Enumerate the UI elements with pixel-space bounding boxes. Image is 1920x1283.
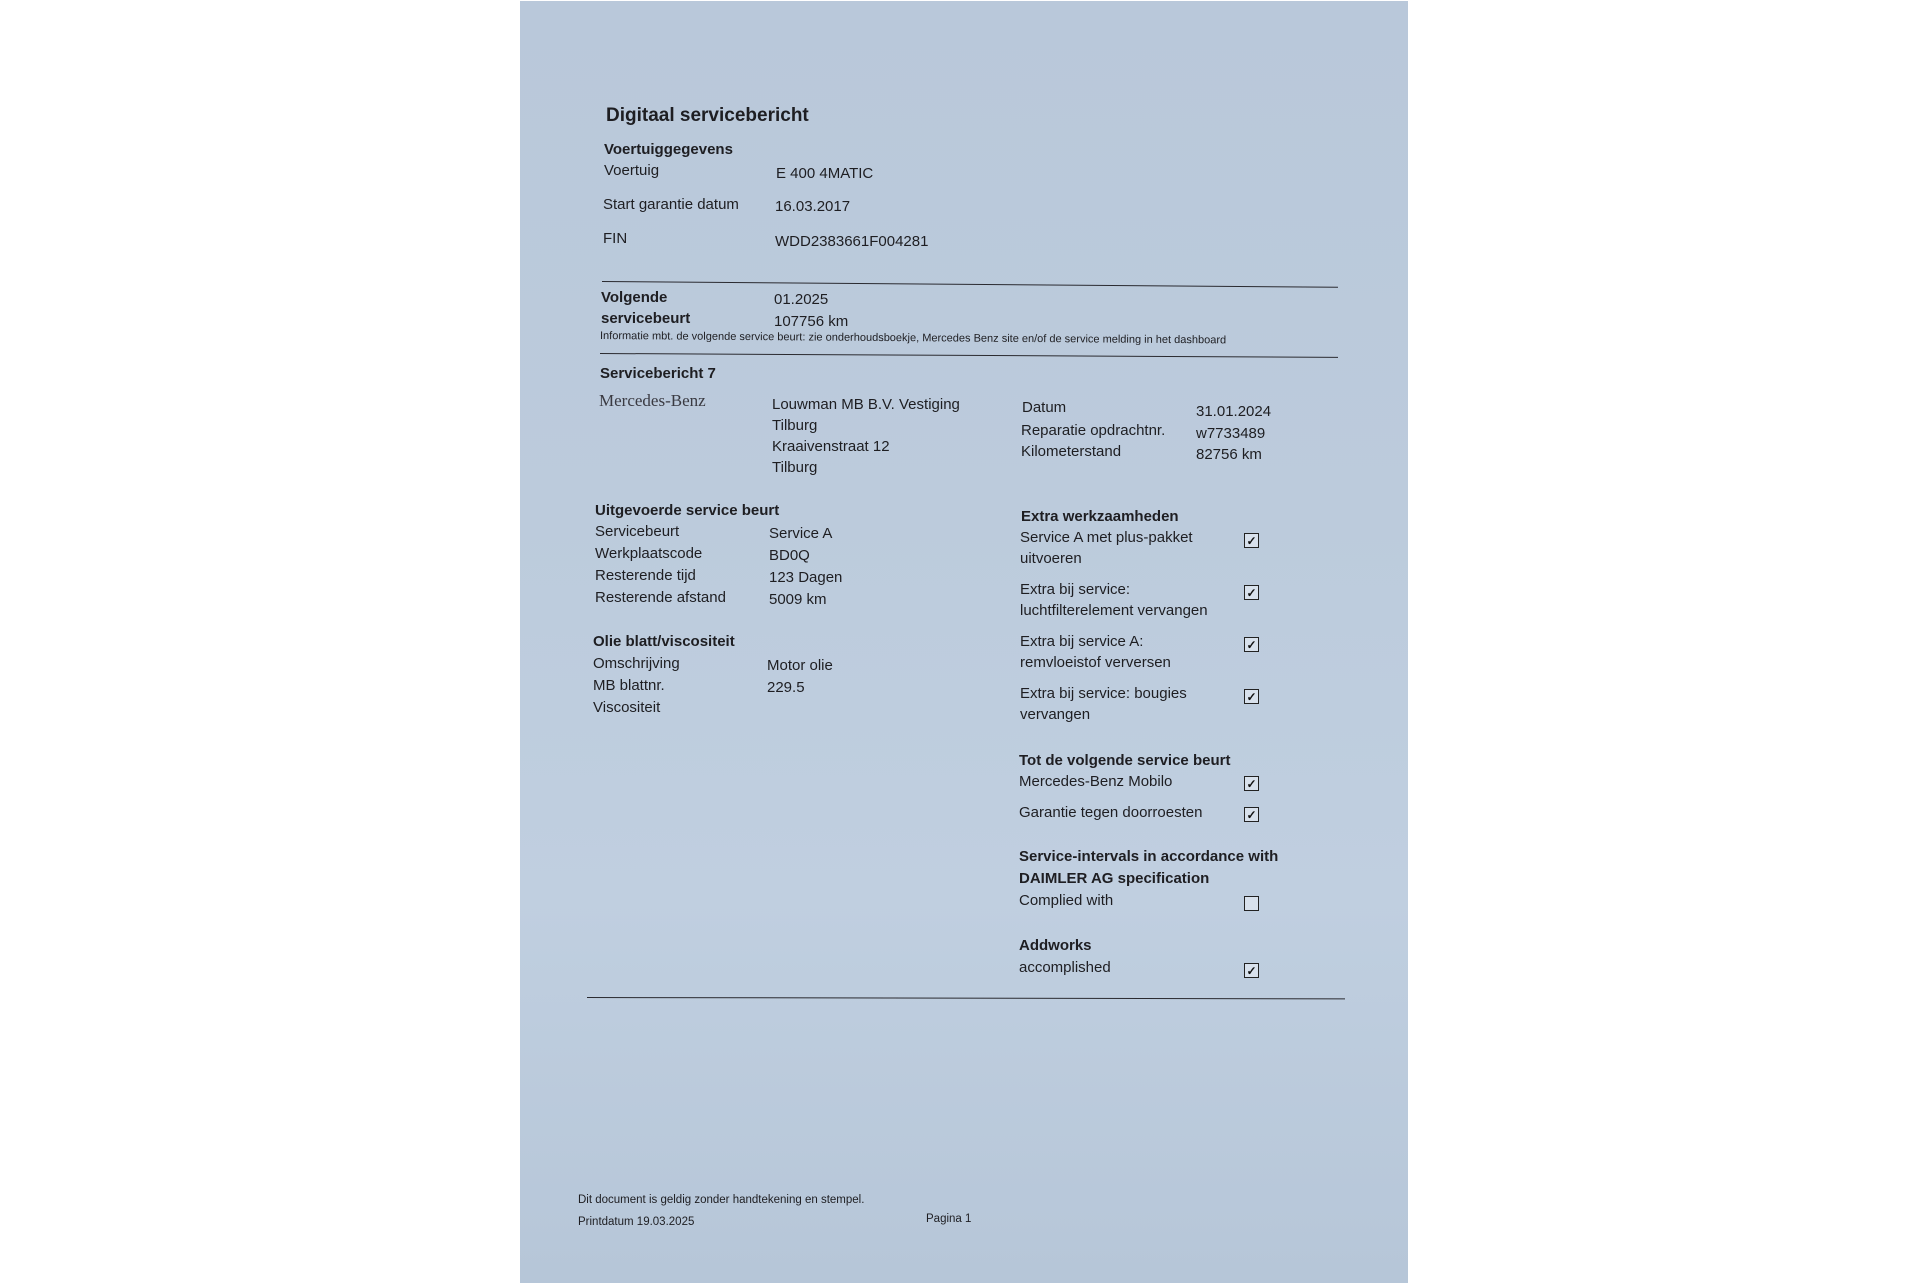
dealer-line: Louwman MB B.V. Vestiging (772, 396, 960, 413)
extra-work-item: Extra bij service: (1020, 581, 1131, 598)
next-service-note: Informatie mbt. de volgende service beurt: zie onderhoudsboekje, Mercedes Benz site en/of de service melding in het dashboard (599, 330, 1227, 347)
next-service-km: 107756 km (774, 313, 849, 330)
extra-work-item: Extra bij service A: (1020, 633, 1144, 650)
checkbox-unchecked[interactable] (1244, 896, 1259, 911)
remaining-distance-value: 5009 km (769, 591, 827, 608)
oil-heading: Olie blatt/viscositeit (593, 633, 735, 650)
checkbox-checked[interactable]: ✓ (1244, 807, 1259, 822)
checkbox-checked[interactable]: ✓ (1244, 585, 1259, 600)
mb-sheet-value: 229.5 (767, 679, 805, 696)
divider (600, 353, 1338, 358)
vehicle-label: Voertuig (604, 162, 660, 179)
print-date: Printdatum 19.03.2025 (578, 1216, 695, 1228)
oil-description-value: Motor olie (767, 657, 833, 674)
dealer-line: Tilburg (772, 417, 818, 434)
date-label: Datum (1022, 399, 1067, 416)
fin-value: WDD2383661F004281 (775, 233, 929, 250)
validity-note: Dit document is geldig zonder handtekening en stempel. (578, 1194, 865, 1206)
rust-warranty-label: Garantie tegen doorroesten (1019, 804, 1203, 821)
performed-service-heading: Uitgevoerde service beurt (595, 502, 780, 519)
mobilo-label: Mercedes-Benz Mobilo (1019, 773, 1173, 790)
divider (587, 997, 1345, 999)
checkbox-checked[interactable]: ✓ (1244, 963, 1259, 978)
extra-work-item-cont: vervangen (1020, 706, 1091, 723)
workshop-code-label: Werkplaatscode (595, 545, 703, 562)
warranty-start-value: 16.03.2017 (775, 198, 851, 215)
dealer-line: Kraaivenstraat 12 (772, 438, 890, 455)
remaining-time-label: Resterende tijd (595, 567, 696, 584)
repair-order-value: w7733489 (1196, 425, 1266, 442)
next-service-label-2: servicebeurt (601, 310, 691, 327)
extra-work-item-cont: uitvoeren (1020, 550, 1082, 567)
vehicle-value: E 400 4MATIC (776, 165, 874, 182)
vehicle-section-heading: Voertuiggegevens (604, 141, 733, 158)
remaining-time-value: 123 Dagen (769, 569, 843, 586)
workshop-code-value: BD0Q (769, 547, 810, 564)
checkbox-checked[interactable]: ✓ (1244, 533, 1259, 548)
oil-description-label: Omschrijving (593, 655, 680, 672)
document-title: Digitaal servicebericht (606, 105, 809, 126)
next-service-label: Volgende (601, 289, 668, 306)
repair-order-label: Reparatie opdrachtnr. (1021, 422, 1166, 439)
date-value: 31.01.2024 (1196, 403, 1272, 420)
remaining-distance-label: Resterende afstand (595, 589, 726, 606)
accomplished-label: accomplished (1019, 959, 1111, 976)
extra-work-item: Extra bij service: bougies (1020, 685, 1187, 702)
dealer-line: Tilburg (772, 459, 818, 476)
extra-work-item: Service A met plus-pakket (1020, 529, 1193, 546)
intervals-heading-2: DAIMLER AG specification (1019, 870, 1210, 887)
checkbox-checked[interactable]: ✓ (1244, 689, 1259, 704)
service-type-value: Service A (769, 525, 833, 542)
until-next-heading: Tot de volgende service beurt (1019, 752, 1231, 769)
page-number: Pagina 1 (926, 1213, 972, 1225)
checkbox-checked[interactable]: ✓ (1244, 776, 1259, 791)
fin-label: FIN (603, 230, 628, 247)
warranty-start-label: Start garantie datum (603, 196, 739, 213)
checkbox-checked[interactable]: ✓ (1244, 637, 1259, 652)
viscosity-label: Viscositeit (593, 699, 661, 716)
service-report-heading: Servicebericht 7 (600, 365, 716, 382)
mileage-value: 82756 km (1196, 446, 1262, 463)
extra-work-item-cont: luchtfilterelement vervangen (1020, 602, 1208, 619)
service-type-label: Servicebeurt (595, 523, 680, 540)
extra-work-item-cont: remvloeistof verversen (1020, 654, 1171, 671)
complied-with-label: Complied with (1019, 892, 1114, 909)
extra-work-heading: Extra werkzaamheden (1021, 508, 1179, 525)
intervals-heading: Service-intervals in accordance with (1019, 848, 1279, 865)
mercedes-benz-logo: Mercedes-Benz (599, 391, 706, 410)
document-page (520, 1, 1408, 1283)
mb-sheet-label: MB blattnr. (593, 677, 665, 694)
next-service-date: 01.2025 (774, 291, 829, 308)
addworks-heading: Addworks (1019, 937, 1092, 954)
mileage-label: Kilometerstand (1021, 443, 1122, 460)
divider (602, 281, 1338, 288)
